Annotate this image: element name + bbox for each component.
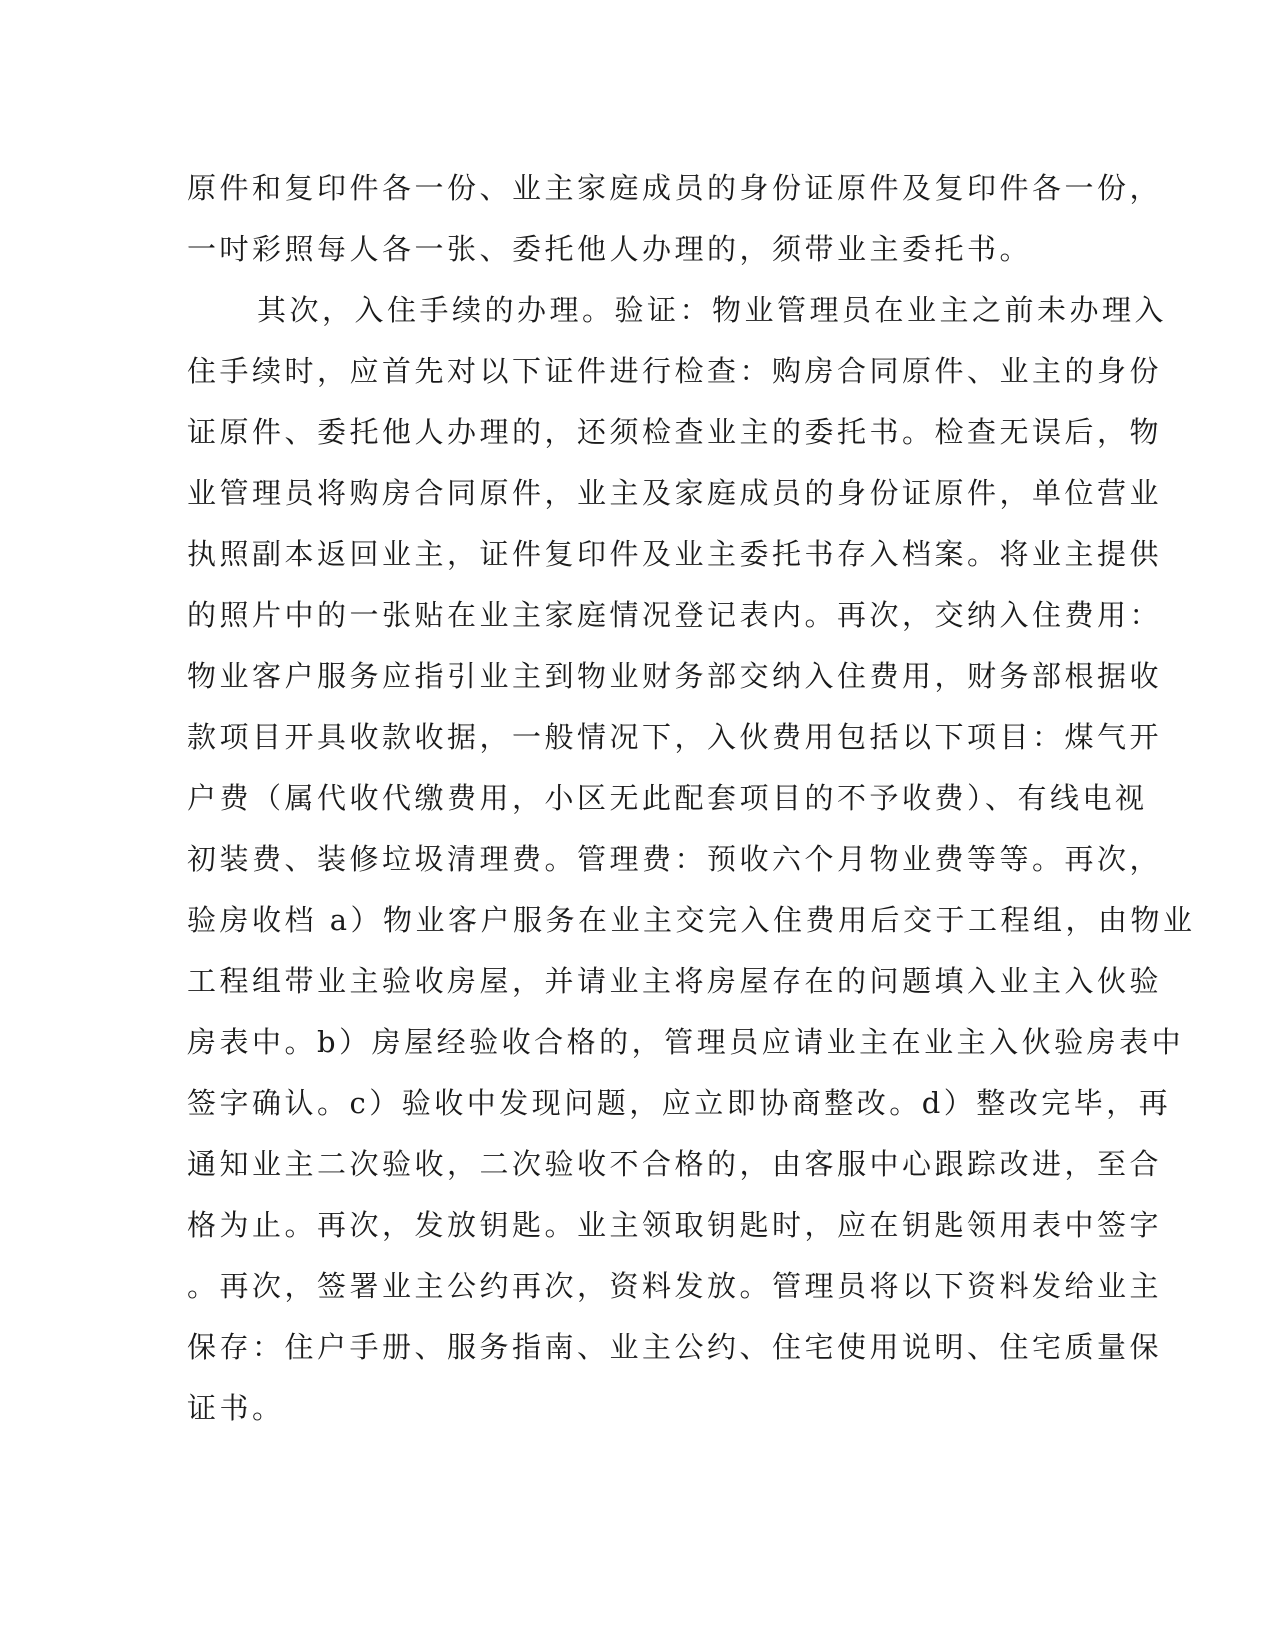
text-line: 。再次，签署业主公约再次，资料发放。管理员将以下资料发给业主 — [187, 1269, 1163, 1303]
text-line: 的照片中的一张贴在业主家庭情况登记表内。再次，交纳入住费用： — [187, 598, 1163, 632]
text-line: 户费（属代收代缴费用，小区无此配套项目的不予收费）、有线电视 — [187, 781, 1148, 815]
text-line: 房表中。b）房屋经验收合格的，管理员应请业主在业主入伙验房表中 — [187, 1025, 1185, 1059]
text-line: 工程组带业主验收房屋，并请业主将房屋存在的问题填入业主入伙验 — [187, 964, 1163, 998]
text-line: 其次，入住手续的办理。验证：物业管理员在业主之前未办理入 — [257, 293, 1168, 327]
paragraph-continued — [187, 158, 1163, 280]
text-line: 验房收档 a）物业客户服务在业主交完入住费用后交于工程组，由物业 — [187, 903, 1196, 937]
paragraph-check-in-procedure — [187, 280, 1196, 1439]
text-line: 证原件、委托他人办理的，还须检查业主的委托书。检查无误后，物 — [187, 415, 1163, 449]
text-line: 执照副本返回业主，证件复印件及业主委托书存入档案。将业主提供 — [187, 537, 1163, 571]
text-line: 通知业主二次验收，二次验收不合格的，由客服中心跟踪改进，至合 — [187, 1147, 1163, 1181]
text-line: 证书。 — [187, 1391, 285, 1425]
text-line: 保存：住户手册、服务指南、业主公约、住宅使用说明、住宅质量保 — [187, 1330, 1163, 1364]
text-line: 住手续时，应首先对以下证件进行检查：购房合同原件、业主的身份 — [187, 354, 1163, 388]
text-line: 业管理员将购房合同原件，业主及家庭成员的身份证原件，单位营业 — [187, 476, 1163, 510]
text-line: 原件和复印件各一份、业主家庭成员的身份证原件及复印件各一份， — [187, 171, 1163, 205]
text-line: 一吋彩照每人各一张、委托他人办理的，须带业主委托书。 — [187, 232, 1033, 266]
text-line: 签字确认。c）验收中发现问题，应立即协商整改。d）整改完毕，再 — [187, 1086, 1172, 1120]
text-line: 初装费、装修垃圾清理费。管理费：预收六个月物业费等等。再次， — [187, 842, 1163, 876]
text-line: 格为止。再次，发放钥匙。业主领取钥匙时，应在钥匙领用表中签字 — [187, 1208, 1163, 1242]
text-line: 款项目开具收款收据，一般情况下，入伙费用包括以下项目：煤气开 — [187, 720, 1163, 754]
text-line: 物业客户服务应指引业主到物业财务部交纳入住费用，财务部根据收 — [187, 659, 1163, 693]
